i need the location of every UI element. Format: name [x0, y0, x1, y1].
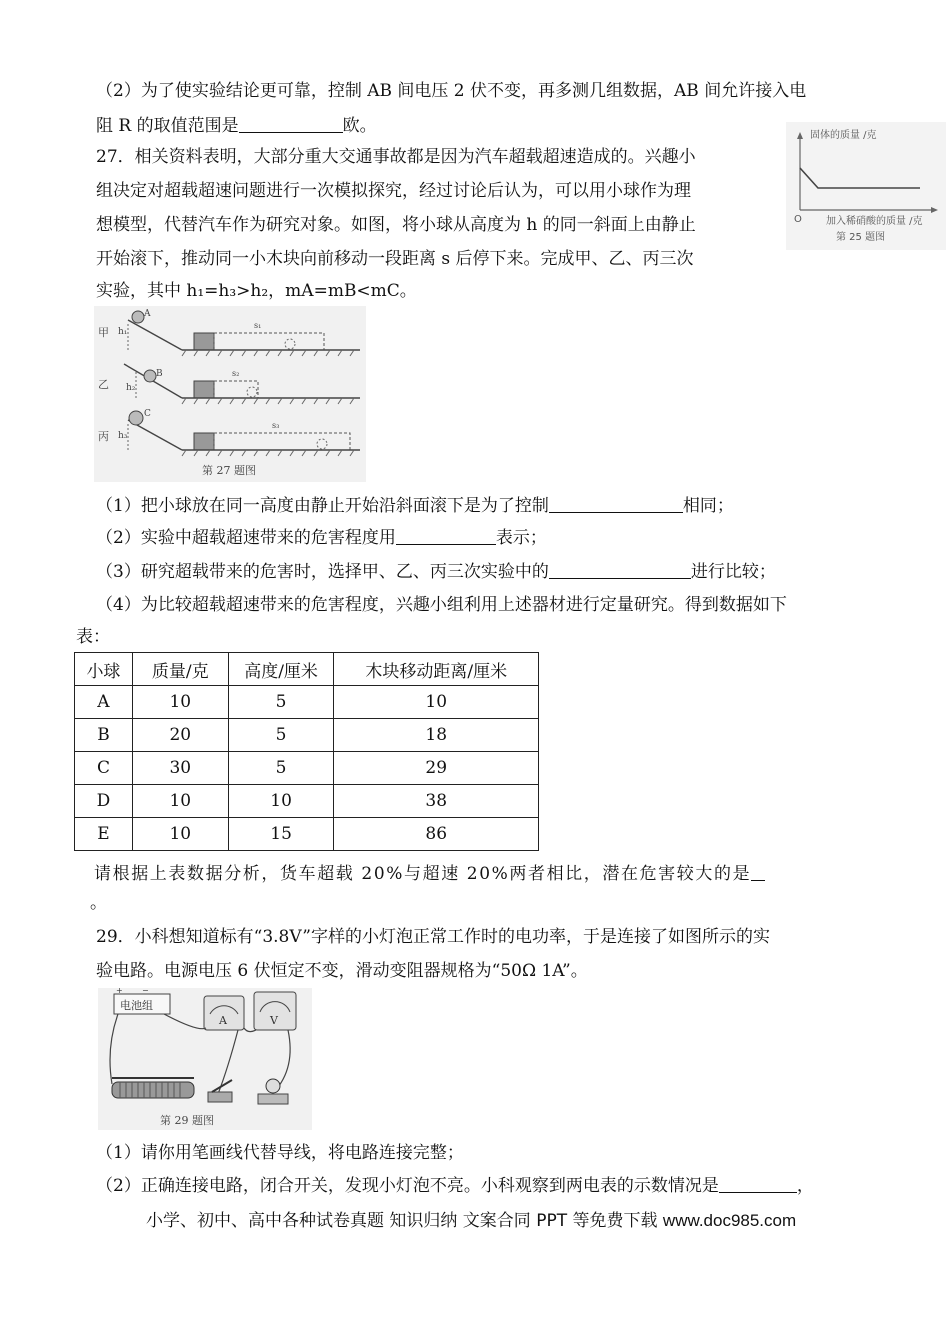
answer-blank[interactable]: [751, 862, 765, 881]
q27-sub2-post: 表示；: [495, 528, 547, 548]
figure-29: [98, 988, 312, 1130]
q26-line1: （2）为了使实验结论更可靠，控制 AB 间电压 2 伏不变，再多测几组数据，AB 间允许接入电: [96, 81, 807, 101]
answer-blank[interactable]: [396, 526, 496, 545]
q27-sub1-pre: （1）把小球放在同一高度由静止开始沿斜面滚下是为了控制: [96, 496, 549, 516]
table-row: [75, 719, 539, 752]
q29-line1: 29．小科想知道标有“3.8V”字样的小灯泡正常工作时的电功率，于是连接了如图所示的实: [96, 927, 770, 947]
figure-29-circuit: [98, 988, 312, 1130]
experiment-row-bing: [98, 409, 360, 456]
rheostat-icon: [112, 1082, 194, 1098]
q27-after-table-line1: [94, 862, 765, 885]
ammeter-label: A: [219, 1014, 227, 1027]
lamp-base-icon: [258, 1094, 288, 1104]
svg-text:−: −: [142, 988, 149, 995]
figure-27-diagram: [94, 306, 366, 482]
table-header: 质量/克: [132, 653, 228, 686]
answer-blank[interactable]: [549, 560, 691, 579]
table-row: [75, 818, 539, 851]
answer-blank[interactable]: [549, 494, 683, 513]
ball-label: C: [144, 409, 151, 419]
q29-line2: 验电路。电源电压 6 伏恒定不变，滑动变阻器规格为“50Ω 1A”。: [96, 961, 588, 981]
row-label: 丙: [98, 430, 109, 443]
table-cell: 10: [228, 785, 334, 818]
q27-line1: 27．相关资料表明，大部分重大交通事故都是因为汽车超载超速造成的。兴趣小: [96, 147, 696, 167]
table-header: 木块移动距离/厘米: [334, 653, 539, 686]
q27-sub4-line1: （4）为比较超载超速带来的危害程度，兴趣小组利用上述器材进行定量研究。得到数据如下: [96, 595, 787, 615]
height-label: h₂: [126, 383, 136, 393]
q27-line4: 开始滚下，推动同一小木块向前移动一段距离 s 后停下来。完成甲、乙、丙三次: [96, 249, 694, 269]
footer: [146, 1206, 796, 1231]
q27-after-table-line2: 。: [90, 893, 107, 913]
table-row: [75, 785, 539, 818]
table-cell: 15: [228, 818, 334, 851]
q27-sub3-post: 进行比较；: [690, 562, 776, 582]
q27-sub1: [96, 494, 734, 517]
q27-sub2-pre: （2）实验中超载超速带来的危害程度用: [96, 528, 396, 548]
q29-sub1: （1）请你用笔画线代替导线，将电路连接完整；: [96, 1143, 464, 1163]
table-cell: 30: [132, 752, 228, 785]
q27-line5: 实验，其中 h₁=h₃>h₂，mA=mB<mC。: [96, 281, 417, 301]
row-label: 甲: [98, 326, 109, 339]
distance-label: s₂: [232, 369, 240, 378]
fig29-caption: 第 29 题图: [160, 1114, 214, 1127]
figure-25-graph: [786, 122, 946, 250]
voltmeter-label: V: [270, 1014, 278, 1027]
table-cell: B: [75, 719, 133, 752]
table-cell: A: [75, 686, 133, 719]
fig25-origin: O: [794, 214, 802, 225]
table-row: [75, 752, 539, 785]
ball-label: B: [156, 369, 163, 379]
table-cell: 10: [132, 686, 228, 719]
battery-label: 电池组: [120, 999, 153, 1012]
q26-line2: [96, 114, 377, 137]
experiment-row-jia: [98, 309, 360, 356]
table-header: 高度/厘米: [228, 653, 334, 686]
q26-line2-pre: 阻 R 的取值范围是: [96, 116, 239, 136]
figure-25: [786, 122, 946, 250]
q27-line2: 组决定对超载超速问题进行一次模拟探究，经过讨论后认为，可以用小球作为理: [96, 181, 691, 201]
q29-sub2-post: ，: [796, 1176, 814, 1196]
table-cell: 18: [334, 719, 539, 752]
q26-line2-post: 欧。: [342, 116, 377, 136]
switch-icon: [208, 1092, 232, 1102]
q29-sub2-pre: （2）正确连接电路，闭合开关，发现小灯泡不亮。小科观察到两电表的示数情况是: [96, 1176, 719, 1196]
table-row: [75, 686, 539, 719]
table-cell: 5: [228, 686, 334, 719]
wood-block: [194, 381, 214, 398]
height-label: h₁: [118, 327, 128, 337]
table-cell: 10: [334, 686, 539, 719]
table-cell: 10: [132, 785, 228, 818]
wood-block: [194, 433, 214, 450]
table-cell: C: [75, 752, 133, 785]
distance-label: s₁: [254, 321, 262, 330]
table-cell: 86: [334, 818, 539, 851]
fig25-ylabel: 固体的质量 /克: [810, 130, 877, 141]
table-cell: 5: [228, 719, 334, 752]
answer-blank[interactable]: [719, 1174, 797, 1193]
q27-sub3: [96, 560, 776, 583]
footer-url[interactable]: www.doc985.com: [662, 1211, 797, 1230]
q27-after-table-text: 请根据上表数据分析，货车超载 20%与超速 20%两者相比，潜在危害较大的是: [94, 864, 752, 884]
ball-icon: [132, 311, 144, 323]
lamp-icon: [266, 1079, 280, 1093]
q27-sub2: [96, 526, 547, 549]
q27-sub3-pre: （3）研究超载带来的危害时，选择甲、乙、丙三次实验中的: [96, 562, 549, 582]
q27-sub4-line2: 表：: [76, 627, 110, 647]
q27-sub1-post: 相同；: [682, 496, 734, 516]
table-cell: E: [75, 818, 133, 851]
wood-block: [194, 333, 214, 350]
ball-icon: [144, 370, 156, 382]
table-cell: 5: [228, 752, 334, 785]
fig25-caption: 第 25 题图: [836, 232, 886, 243]
svg-text:+: +: [116, 988, 123, 995]
fig27-caption: 第 27 题图: [202, 464, 256, 477]
answer-blank[interactable]: [239, 114, 343, 133]
table-cell: 20: [132, 719, 228, 752]
table-header: 小球: [75, 653, 133, 686]
data-table: [74, 652, 539, 851]
table-cell: 29: [334, 752, 539, 785]
distance-label: s₃: [272, 421, 280, 430]
fig25-xlabel: 加入稀硝酸的质量 /克: [826, 216, 923, 227]
figure-27: [94, 306, 366, 482]
experiment-row-yi: [98, 364, 360, 404]
height-label: h₃: [118, 431, 128, 441]
row-label: 乙: [98, 378, 109, 391]
table-cell: 10: [132, 818, 228, 851]
q29-sub2: [96, 1174, 814, 1197]
q27-line3: 想模型，代替汽车作为研究对象。如图，将小球从高度为 h 的同一斜面上由静止: [96, 215, 696, 235]
ball-label: A: [144, 309, 151, 319]
table-cell: D: [75, 785, 133, 818]
table-cell: 38: [334, 785, 539, 818]
footer-text: 小学、初中、高中各种试卷真题 知识归纳 文案合同 PPT 等免费下载: [146, 1211, 658, 1231]
ball-icon: [129, 411, 143, 425]
table-header-row: [75, 653, 539, 686]
